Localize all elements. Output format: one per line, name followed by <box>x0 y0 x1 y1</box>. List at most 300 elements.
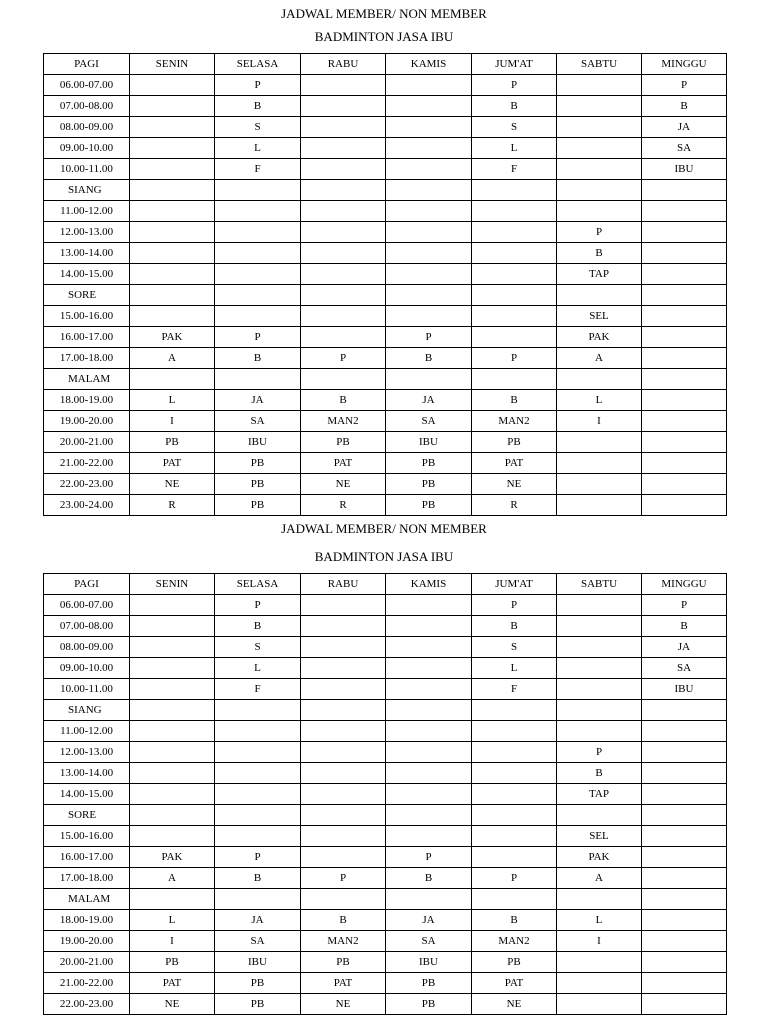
schedule-cell <box>386 721 472 742</box>
time-slot-row <box>44 264 727 285</box>
schedule-cell <box>557 495 642 516</box>
empty-cell <box>557 805 642 826</box>
schedule-cell: NE <box>301 474 386 495</box>
schedule-cell: TAP <box>557 264 642 285</box>
schedule-cell <box>386 96 472 117</box>
schedule-cell <box>557 973 642 994</box>
schedule-cell <box>301 679 386 700</box>
column-header: SENIN <box>130 54 215 75</box>
empty-cell <box>386 285 472 306</box>
time-slot-row <box>44 390 727 411</box>
schedule-cell: NE <box>301 994 386 1015</box>
schedule-cell: PB <box>130 432 215 453</box>
empty-cell <box>301 285 386 306</box>
schedule-cell <box>472 721 557 742</box>
time-slot-row <box>44 595 727 616</box>
schedule-cell <box>472 201 557 222</box>
schedule-cell: IBU <box>386 952 472 973</box>
time-slot-row <box>44 138 727 159</box>
schedule-cell <box>301 222 386 243</box>
schedule-cell: PB <box>215 474 301 495</box>
schedule-cell: B <box>472 910 557 931</box>
schedule-cell: PAT <box>130 453 215 474</box>
schedule-cell <box>472 243 557 264</box>
schedule-table <box>43 53 727 516</box>
schedule-cell: B <box>301 390 386 411</box>
schedule-cell: P <box>642 595 727 616</box>
schedule-cell: NE <box>472 474 557 495</box>
schedule-cell: MAN2 <box>301 411 386 432</box>
schedule-cell: SA <box>215 931 301 952</box>
schedule-cell: B <box>215 616 301 637</box>
time-slot-label: 12.00-13.00 <box>44 222 130 243</box>
schedule-cell: I <box>557 411 642 432</box>
time-slot-row <box>44 306 727 327</box>
time-slot-label: 15.00-16.00 <box>44 306 130 327</box>
column-header: SELASA <box>215 574 301 595</box>
empty-cell <box>130 285 215 306</box>
time-slot-row <box>44 243 727 264</box>
empty-cell <box>301 180 386 201</box>
empty-cell <box>130 700 215 721</box>
section-label: SORE <box>44 805 130 826</box>
schedule-cell <box>386 138 472 159</box>
time-slot-row <box>44 201 727 222</box>
time-slot-row <box>44 453 727 474</box>
schedule-cell: P <box>215 847 301 868</box>
schedule-cell <box>557 616 642 637</box>
empty-cell <box>386 180 472 201</box>
time-slot-row <box>44 432 727 453</box>
schedule-cell <box>642 868 727 889</box>
schedule-cell <box>472 327 557 348</box>
schedule-cell <box>642 994 727 1015</box>
time-slot-row <box>44 784 727 805</box>
column-header: SELASA <box>215 54 301 75</box>
schedule-cell: P <box>472 868 557 889</box>
schedule-cell <box>130 826 215 847</box>
schedule-cell: P <box>557 222 642 243</box>
column-header: MINGGU <box>642 54 727 75</box>
schedule-cell: R <box>301 495 386 516</box>
section-label: SIANG <box>44 700 130 721</box>
schedule-cell: JA <box>642 637 727 658</box>
schedule-cell: B <box>472 390 557 411</box>
schedule-cell: B <box>557 243 642 264</box>
schedule-cell: A <box>130 868 215 889</box>
empty-cell <box>557 889 642 910</box>
empty-cell <box>386 700 472 721</box>
schedule-cell: F <box>472 679 557 700</box>
schedule-cell: L <box>557 390 642 411</box>
time-slot-row <box>44 679 727 700</box>
schedule-cell: I <box>130 931 215 952</box>
time-slot-row <box>44 994 727 1015</box>
schedule-cell: A <box>130 348 215 369</box>
schedule-cell <box>557 75 642 96</box>
schedule-cell <box>301 784 386 805</box>
header-row <box>44 54 727 75</box>
time-slot-label: 14.00-15.00 <box>44 784 130 805</box>
empty-cell <box>557 700 642 721</box>
schedule-cell <box>301 595 386 616</box>
schedule-cell <box>130 721 215 742</box>
schedule-cell <box>472 784 557 805</box>
time-slot-row <box>44 411 727 432</box>
schedule-cell <box>215 306 301 327</box>
schedule-cell <box>386 306 472 327</box>
column-header: MINGGU <box>642 574 727 595</box>
schedule-cell <box>386 784 472 805</box>
time-slot-row <box>44 495 727 516</box>
schedule-cell <box>557 96 642 117</box>
time-slot-row <box>44 222 727 243</box>
time-slot-label: 16.00-17.00 <box>44 847 130 868</box>
schedule-subtitle: BADMINTON JASA IBU <box>314 549 454 564</box>
schedule-cell: L <box>215 658 301 679</box>
schedule-cell: P <box>386 847 472 868</box>
schedule-cell: SEL <box>557 826 642 847</box>
schedule-cell: PAT <box>472 453 557 474</box>
schedule-cell: PB <box>386 453 472 474</box>
time-slot-label: 11.00-12.00 <box>44 201 130 222</box>
schedule-cell <box>642 721 727 742</box>
schedule-cell <box>301 159 386 180</box>
section-row <box>44 700 727 721</box>
schedule-cell <box>642 826 727 847</box>
schedule-cell <box>642 973 727 994</box>
schedule-cell <box>642 306 727 327</box>
schedule-cell: PAT <box>301 453 386 474</box>
time-slot-row <box>44 117 727 138</box>
empty-cell <box>130 805 215 826</box>
time-slot-row <box>44 474 727 495</box>
schedule-cell: PAK <box>130 327 215 348</box>
column-header: RABU <box>301 54 386 75</box>
schedule-cell <box>130 658 215 679</box>
column-header: PAGI <box>44 54 130 75</box>
time-slot-row <box>44 348 727 369</box>
section-label: SORE <box>44 285 130 306</box>
schedule-cell <box>557 994 642 1015</box>
schedule-cell: JA <box>215 390 301 411</box>
time-slot-row <box>44 868 727 889</box>
schedule-cell <box>301 616 386 637</box>
schedule-cell <box>642 742 727 763</box>
schedule-cell: R <box>472 495 557 516</box>
schedule-cell: B <box>472 616 557 637</box>
schedule-cell <box>301 742 386 763</box>
time-slot-row <box>44 637 727 658</box>
schedule-cell: IBU <box>386 432 472 453</box>
schedule-cell: PAT <box>472 973 557 994</box>
schedule-cell <box>642 474 727 495</box>
schedule-cell <box>130 306 215 327</box>
empty-cell <box>215 700 301 721</box>
column-header: KAMIS <box>386 54 472 75</box>
empty-cell <box>472 889 557 910</box>
schedule-cell <box>215 201 301 222</box>
schedule-cell <box>301 201 386 222</box>
time-slot-label: 06.00-07.00 <box>44 595 130 616</box>
empty-cell <box>642 700 727 721</box>
schedule-cell <box>557 721 642 742</box>
schedule-cell <box>215 763 301 784</box>
schedule-cell <box>301 847 386 868</box>
section-label: MALAM <box>44 889 130 910</box>
schedule-cell <box>301 637 386 658</box>
schedule-cell: PAT <box>301 973 386 994</box>
schedule-cell: L <box>130 910 215 931</box>
empty-cell <box>215 180 301 201</box>
schedule-cell: L <box>130 390 215 411</box>
schedule-cell <box>215 826 301 847</box>
time-slot-row <box>44 616 727 637</box>
time-slot-label: 12.00-13.00 <box>44 742 130 763</box>
column-header: RABU <box>301 574 386 595</box>
time-slot-label: 11.00-12.00 <box>44 721 130 742</box>
empty-cell <box>642 180 727 201</box>
schedule-cell: MAN2 <box>301 931 386 952</box>
schedule-cell <box>642 910 727 931</box>
schedule-cell: MAN2 <box>472 411 557 432</box>
schedule-cell: PB <box>130 952 215 973</box>
time-slot-label: 15.00-16.00 <box>44 826 130 847</box>
empty-cell <box>301 700 386 721</box>
time-slot-row <box>44 763 727 784</box>
schedule-cell: B <box>386 868 472 889</box>
schedule-cell <box>130 117 215 138</box>
time-slot-label: 22.00-23.00 <box>44 474 130 495</box>
schedule-cell <box>642 931 727 952</box>
schedule-cell: B <box>557 763 642 784</box>
schedule-cell: PB <box>386 495 472 516</box>
schedule-cell: L <box>472 138 557 159</box>
time-slot-label: 19.00-20.00 <box>44 411 130 432</box>
schedule-cell <box>301 306 386 327</box>
schedule-cell: PB <box>386 973 472 994</box>
time-slot-label: 18.00-19.00 <box>44 390 130 411</box>
schedule-cell <box>215 264 301 285</box>
schedule-cell: B <box>472 96 557 117</box>
schedule-title: JADWAL MEMBER/ NON MEMBER <box>281 6 487 21</box>
time-slot-label: 21.00-22.00 <box>44 453 130 474</box>
schedule-cell <box>557 159 642 180</box>
schedule-cell <box>642 763 727 784</box>
empty-cell <box>642 805 727 826</box>
schedule-cell <box>301 138 386 159</box>
section-label: MALAM <box>44 369 130 390</box>
schedule-cell: A <box>557 348 642 369</box>
schedule-cell <box>130 159 215 180</box>
schedule-cell: JA <box>215 910 301 931</box>
time-slot-label: 09.00-10.00 <box>44 658 130 679</box>
time-slot-label: 13.00-14.00 <box>44 763 130 784</box>
schedule-cell <box>130 138 215 159</box>
schedule-cell <box>386 679 472 700</box>
time-slot-label: 08.00-09.00 <box>44 117 130 138</box>
schedule-cell <box>386 826 472 847</box>
schedule-cell: B <box>642 616 727 637</box>
schedule-cell: IBU <box>215 952 301 973</box>
section-row <box>44 285 727 306</box>
schedule-cell <box>301 264 386 285</box>
schedule-cell <box>215 243 301 264</box>
schedule-cell: B <box>301 910 386 931</box>
schedule-cell: B <box>386 348 472 369</box>
schedule-cell: PB <box>472 432 557 453</box>
schedule-cell <box>301 721 386 742</box>
empty-cell <box>215 285 301 306</box>
schedule-cell <box>557 679 642 700</box>
schedule-cell: F <box>472 159 557 180</box>
header-row <box>44 574 727 595</box>
schedule-cell <box>386 264 472 285</box>
time-slot-row <box>44 847 727 868</box>
schedule-cell <box>642 432 727 453</box>
schedule-cell: PAK <box>130 847 215 868</box>
schedule-cell: NE <box>130 474 215 495</box>
schedule-cell <box>301 75 386 96</box>
schedule-cell: I <box>557 931 642 952</box>
schedule-cell <box>642 327 727 348</box>
schedule-cell: PAT <box>130 973 215 994</box>
time-slot-row <box>44 159 727 180</box>
schedule-cell <box>130 595 215 616</box>
schedule-cell: S <box>215 117 301 138</box>
time-slot-row <box>44 658 727 679</box>
schedule-cell: S <box>472 117 557 138</box>
schedule-cell: SA <box>386 931 472 952</box>
time-slot-row <box>44 910 727 931</box>
schedule-cell: SA <box>642 658 727 679</box>
empty-cell <box>642 285 727 306</box>
time-slot-label: 14.00-15.00 <box>44 264 130 285</box>
schedule-cell: P <box>472 75 557 96</box>
schedule-cell <box>642 390 727 411</box>
empty-cell <box>301 805 386 826</box>
section-row <box>44 180 727 201</box>
schedule-cell: P <box>301 868 386 889</box>
schedule-cell: B <box>215 96 301 117</box>
empty-cell <box>130 180 215 201</box>
schedule-cell <box>642 201 727 222</box>
schedule-cell: IBU <box>642 159 727 180</box>
schedule-cell <box>130 201 215 222</box>
empty-cell <box>642 369 727 390</box>
schedule-cell: P <box>472 348 557 369</box>
time-slot-label: 21.00-22.00 <box>44 973 130 994</box>
schedule-cell <box>557 138 642 159</box>
schedule-cell <box>130 637 215 658</box>
schedule-cell <box>386 159 472 180</box>
time-slot-label: 13.00-14.00 <box>44 243 130 264</box>
schedule-cell <box>386 243 472 264</box>
schedule-cell: P <box>472 595 557 616</box>
empty-cell <box>557 285 642 306</box>
schedule-cell: P <box>557 742 642 763</box>
schedule-cell: R <box>130 495 215 516</box>
empty-cell <box>472 180 557 201</box>
schedule-cell <box>301 117 386 138</box>
time-slot-row <box>44 931 727 952</box>
schedule-cell: P <box>215 595 301 616</box>
schedule-cell <box>386 742 472 763</box>
schedule-cell <box>386 616 472 637</box>
schedule-cell <box>386 201 472 222</box>
schedule-cell: PB <box>215 453 301 474</box>
schedule-cell <box>557 201 642 222</box>
empty-cell <box>130 369 215 390</box>
time-slot-label: 08.00-09.00 <box>44 637 130 658</box>
schedule-cell: PB <box>215 994 301 1015</box>
schedule-cell <box>130 222 215 243</box>
schedule-cell <box>301 327 386 348</box>
empty-cell <box>472 805 557 826</box>
schedule-cell <box>642 222 727 243</box>
schedule-cell <box>557 637 642 658</box>
schedule-cell <box>642 952 727 973</box>
time-slot-label: 22.00-23.00 <box>44 994 130 1015</box>
schedule-cell: S <box>215 637 301 658</box>
schedule-cell: S <box>472 637 557 658</box>
empty-cell <box>215 805 301 826</box>
schedule-cell <box>215 222 301 243</box>
time-slot-row <box>44 96 727 117</box>
schedule-cell: NE <box>130 994 215 1015</box>
schedule-cell: L <box>557 910 642 931</box>
schedule-cell: MAN2 <box>472 931 557 952</box>
schedule-cell: B <box>642 96 727 117</box>
schedule-cell: PB <box>472 952 557 973</box>
schedule-title: JADWAL MEMBER/ NON MEMBER <box>281 521 487 536</box>
schedule-cell: PAK <box>557 847 642 868</box>
empty-cell <box>557 369 642 390</box>
schedule-cell: P <box>301 348 386 369</box>
schedule-cell <box>557 453 642 474</box>
column-header: PAGI <box>44 574 130 595</box>
time-slot-label: 16.00-17.00 <box>44 327 130 348</box>
section-row <box>44 889 727 910</box>
schedule-cell: SEL <box>557 306 642 327</box>
schedule-cell: JA <box>386 390 472 411</box>
schedule-cell <box>301 658 386 679</box>
schedule-cell: P <box>386 327 472 348</box>
schedule-cell: PB <box>386 474 472 495</box>
time-slot-label: 19.00-20.00 <box>44 931 130 952</box>
schedule-cell <box>130 75 215 96</box>
section-label: SIANG <box>44 180 130 201</box>
schedule-cell: P <box>215 327 301 348</box>
schedule-cell <box>386 658 472 679</box>
schedule-cell <box>386 75 472 96</box>
empty-cell <box>472 369 557 390</box>
schedule-cell: JA <box>642 117 727 138</box>
schedule-cell <box>130 784 215 805</box>
schedule-cell <box>301 826 386 847</box>
section-row <box>44 369 727 390</box>
empty-cell <box>557 180 642 201</box>
time-slot-label: 20.00-21.00 <box>44 952 130 973</box>
column-header: SABTU <box>557 54 642 75</box>
schedule-cell: P <box>642 75 727 96</box>
schedule-cell <box>642 495 727 516</box>
time-slot-label: 20.00-21.00 <box>44 432 130 453</box>
schedule-cell <box>557 595 642 616</box>
time-slot-label: 07.00-08.00 <box>44 96 130 117</box>
empty-cell <box>386 369 472 390</box>
empty-cell <box>386 889 472 910</box>
